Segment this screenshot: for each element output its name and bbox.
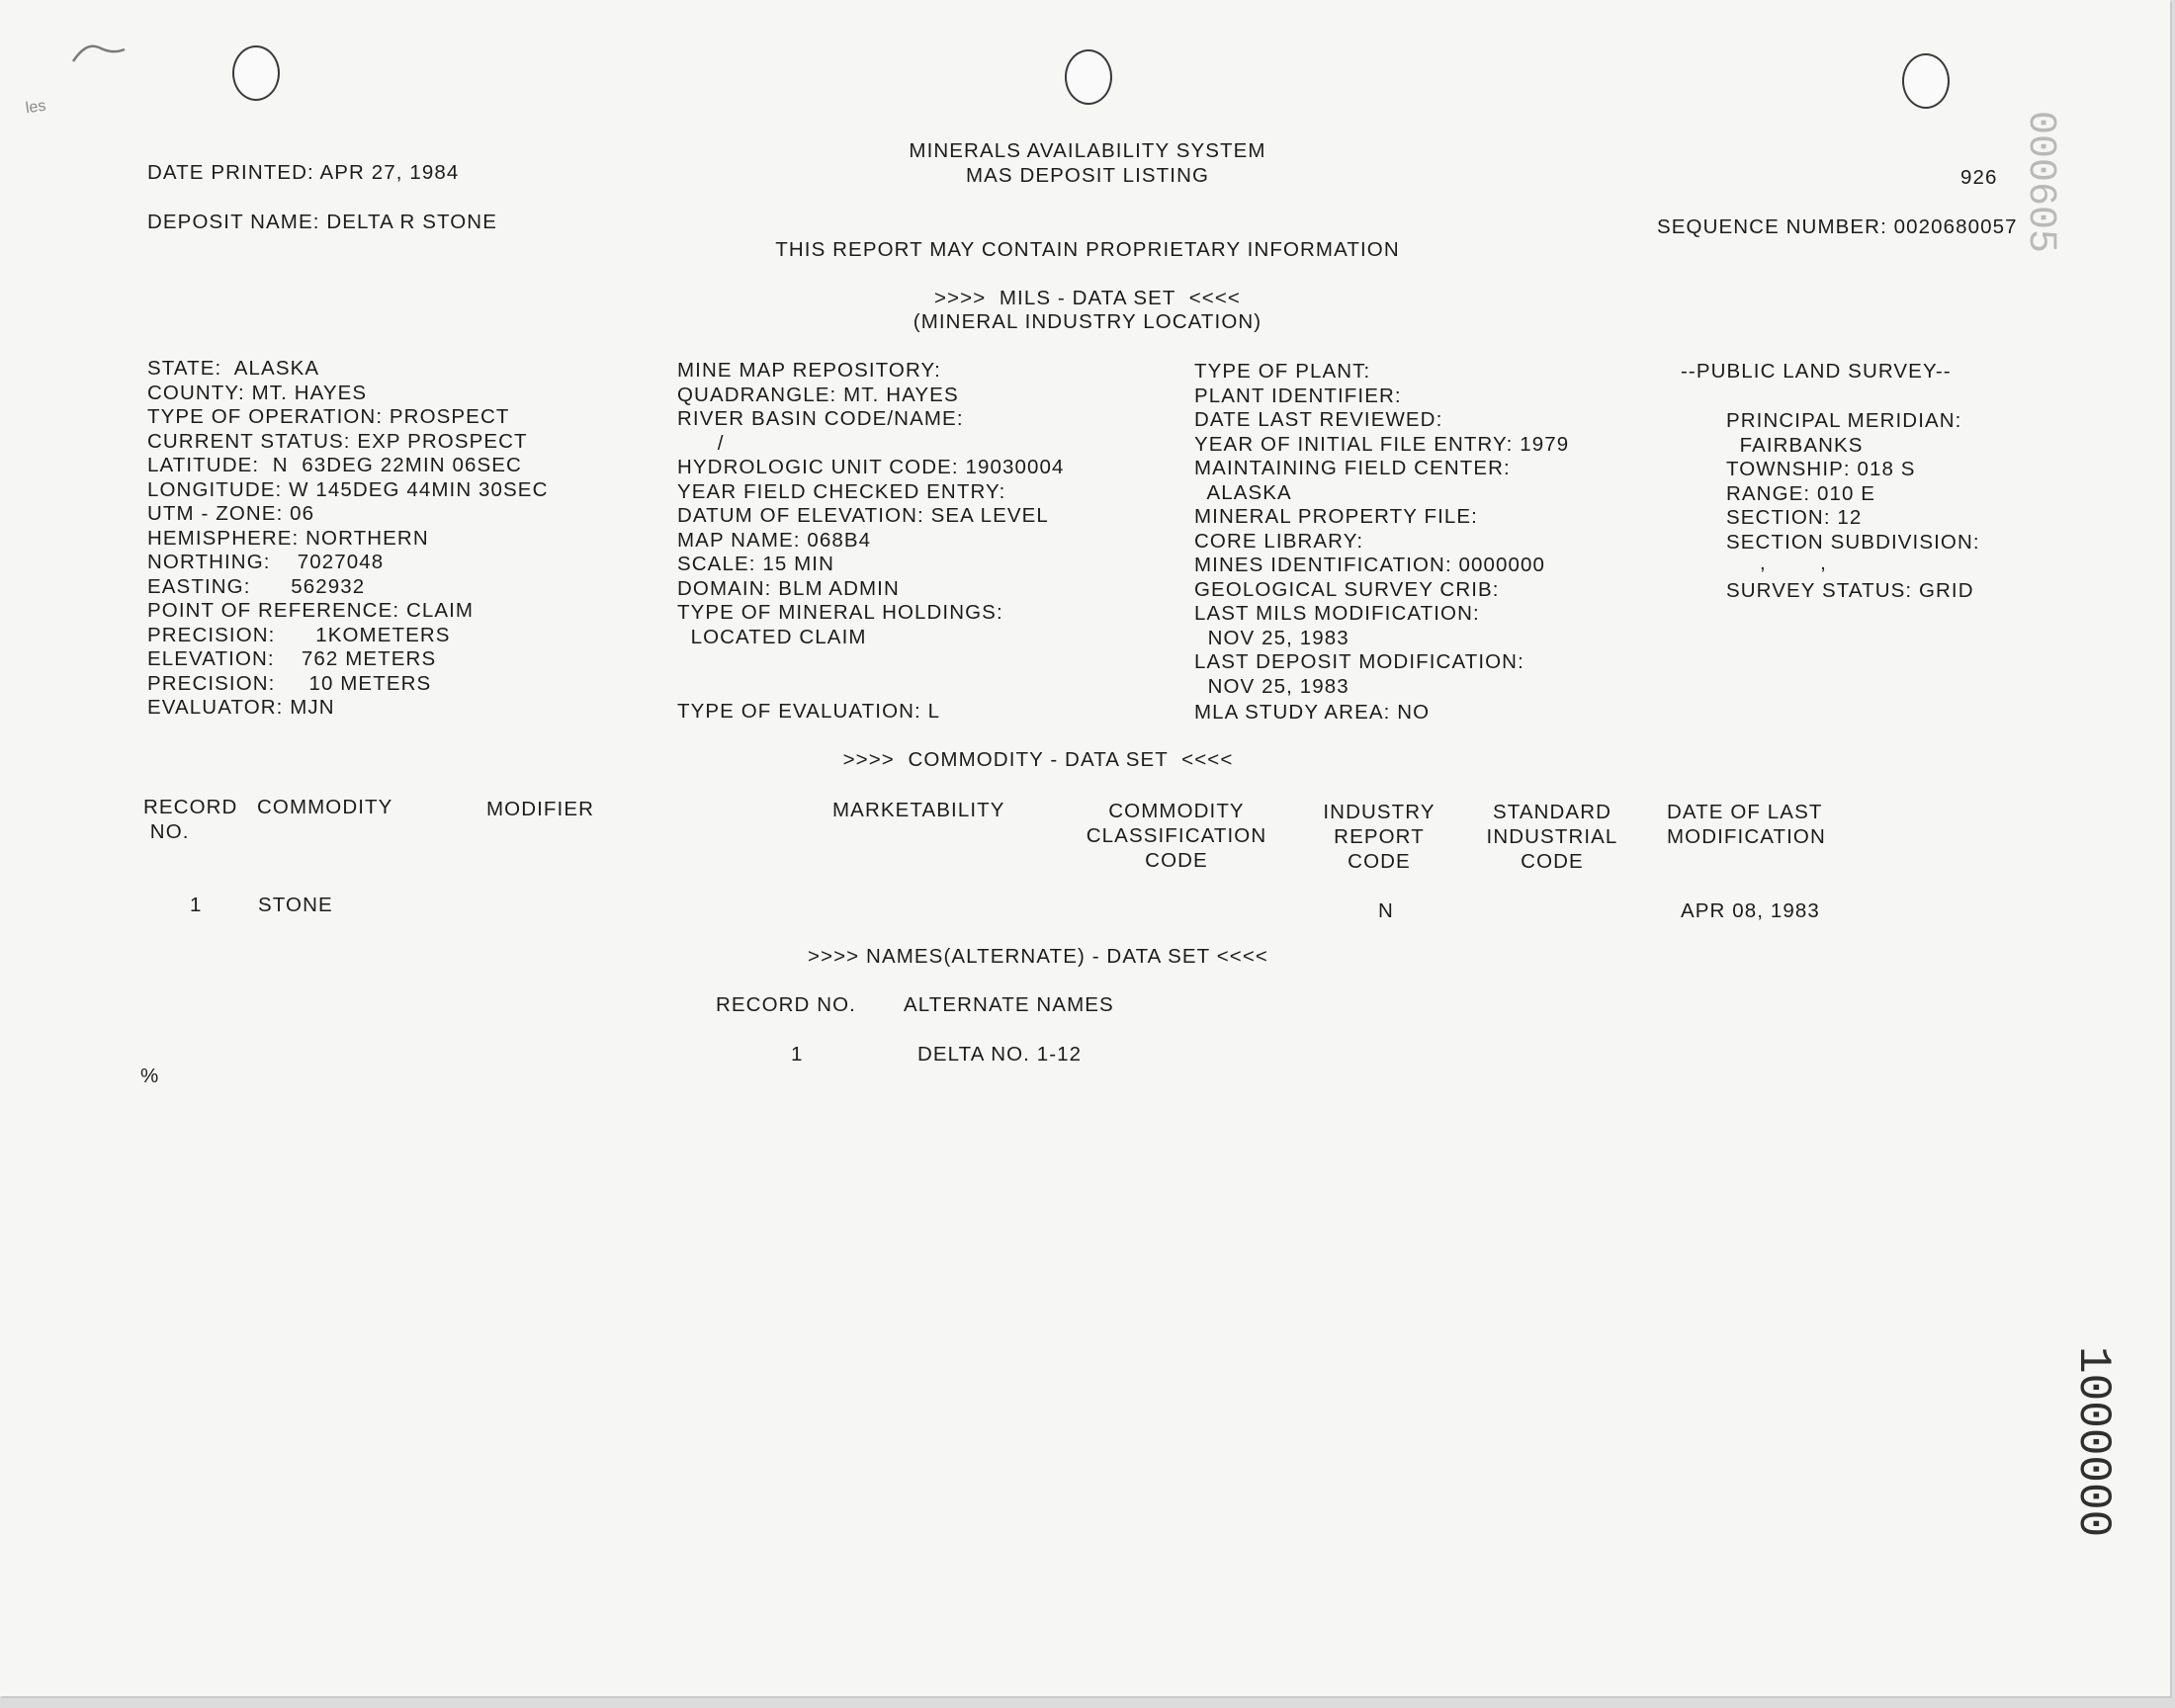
mils-mineral-holdings: TYPE OF MINERAL HOLDINGS:	[677, 601, 1003, 624]
commodity-header-classification: COMMODITY CLASSIFICATION CODE	[1086, 800, 1267, 872]
mils-latitude: LATITUDE: N 63DEG 22MIN 06SEC	[147, 454, 522, 476]
mils-mineral-holdings-value: LOCATED CLAIM	[677, 626, 867, 648]
mils-mineral-property-file: MINERAL PROPERTY FILE:	[1194, 505, 1478, 528]
commodity-header-modifier: MODIFIER	[486, 798, 595, 820]
system-title: MINERALS AVAILABILITY SYSTEM	[909, 139, 1266, 162]
commodity-section-title: >>>> COMMODITY - DATA SET <<<<	[842, 748, 1234, 771]
commodity-header-sic: STANDARD INDUSTRIAL CODE	[1486, 801, 1618, 873]
mils-maintaining-field-center: MAINTAINING FIELD CENTER:	[1194, 457, 1511, 479]
names-row-alternate-name: DELTA NO. 1-12	[917, 1043, 1083, 1066]
mils-current-status: CURRENT STATUS: EXP PROSPECT	[147, 430, 528, 453]
mils-year-initial-entry: YEAR OF INITIAL FILE ENTRY: 1979	[1194, 433, 1570, 456]
commodity-row-record-no: 1	[190, 894, 203, 916]
mils-geological-survey-crib: GEOLOGICAL SURVEY CRIB:	[1194, 578, 1500, 601]
proprietary-notice: THIS REPORT MAY CONTAIN PROPRIETARY INFORMATION	[775, 238, 1400, 261]
mils-northing: NORTHING: 7027048	[147, 551, 385, 573]
mils-section-title: >>>> MILS - DATA SET <<<<	[933, 287, 1241, 309]
mils-state: STATE: ALASKA	[147, 357, 320, 380]
plss-survey-status: SURVEY STATUS: GRID	[1726, 579, 1974, 602]
names-row-record-no: 1	[791, 1043, 804, 1066]
mils-year-field-checked: YEAR FIELD CHECKED ENTRY:	[677, 480, 1006, 503]
commodity-header-record-no: RECORD NO.	[143, 796, 238, 843]
mils-hydrologic-unit: HYDROLOGIC UNIT CODE: 19030004	[677, 456, 1065, 478]
names-header-alternate-names: ALTERNATE NAMES	[904, 993, 1114, 1016]
plss-subdivision-marks: , ,	[1726, 552, 1827, 574]
mils-mine-map-repository: MINE MAP REPOSITORY:	[677, 359, 941, 382]
mils-type-of-plant: TYPE OF PLANT:	[1194, 360, 1371, 383]
mils-county: COUNTY: MT. HAYES	[147, 382, 368, 404]
mils-last-mils-modification-date: NOV 25, 1983	[1194, 627, 1349, 649]
binder-hole-right	[1902, 53, 1950, 109]
mils-domain: DOMAIN: BLM ADMIN	[677, 577, 900, 600]
mils-river-basin: RIVER BASIN CODE/NAME:	[677, 407, 964, 430]
corner-scribble-icon	[69, 40, 129, 74]
mils-type-of-evaluation: TYPE OF EVALUATION: L	[677, 700, 941, 723]
mils-section-subtitle: (MINERAL INDUSTRY LOCATION)	[913, 310, 1262, 333]
binder-hole-center	[1065, 49, 1112, 105]
side-stamp-upper: 000605	[2018, 111, 2062, 254]
mils-elevation: ELEVATION: 762 METERS	[147, 647, 437, 670]
page-number: 926	[1960, 166, 1998, 189]
commodity-header-commodity: COMMODITY	[257, 796, 393, 818]
mils-longitude: LONGITUDE: W 145DEG 44MIN 30SEC	[147, 478, 549, 501]
mils-last-deposit-modification: LAST DEPOSIT MODIFICATION:	[1194, 650, 1524, 673]
mils-precision-elevation: PRECISION: 10 METERS	[147, 672, 432, 695]
date-printed: DATE PRINTED: APR 27, 1984	[147, 161, 460, 184]
mils-operation-type: TYPE OF OPERATION: PROSPECT	[147, 405, 510, 428]
mils-quadrangle: QUADRANGLE: MT. HAYES	[677, 384, 959, 406]
mils-field-center-value: ALASKA	[1194, 481, 1292, 504]
plss-meridian-value: FAIRBANKS	[1726, 434, 1864, 457]
commodity-header-industry-report: INDUSTRY REPORT CODE	[1323, 801, 1436, 873]
mils-mines-identification: MINES IDENTIFICATION: 0000000	[1194, 554, 1546, 576]
listing-title: MAS DEPOSIT LISTING	[965, 164, 1210, 187]
mils-datum-of-elevation: DATUM OF ELEVATION: SEA LEVEL	[677, 504, 1049, 527]
mils-utm-zone: UTM - ZONE: 06	[147, 502, 315, 525]
commodity-row-industry-code: N	[1378, 899, 1394, 922]
names-header-record-no: RECORD NO.	[716, 993, 856, 1016]
mils-precision-location: PRECISION: 1KOMETERS	[147, 624, 451, 646]
side-stamp-lower: 1000000	[2067, 1346, 2119, 1538]
deposit-name: DEPOSIT NAME: DELTA R STONE	[147, 211, 497, 233]
plss-title: --PUBLIC LAND SURVEY--	[1681, 360, 1952, 383]
plss-range: RANGE: 010 E	[1726, 482, 1876, 505]
footer-percent-mark: %	[140, 1065, 160, 1087]
commodity-header-marketability: MARKETABILITY	[832, 799, 1005, 821]
commodity-row-commodity: STONE	[258, 894, 333, 916]
commodity-header-last-mod: DATE OF LAST MODIFICATION	[1667, 801, 1826, 848]
mils-mla-study-area: MLA STUDY AREA: NO	[1194, 701, 1431, 724]
mils-hemisphere: HEMISPHERE: NORTHERN	[147, 527, 429, 550]
sequence-number: SEQUENCE NUMBER: 0020680057	[1657, 215, 2018, 238]
mils-scale: SCALE: 15 MIN	[677, 553, 834, 575]
mils-point-of-reference: POINT OF REFERENCE: CLAIM	[147, 599, 475, 622]
corner-note: les	[24, 97, 47, 118]
mils-last-mils-modification: LAST MILS MODIFICATION:	[1194, 602, 1480, 625]
mils-map-name: MAP NAME: 068B4	[677, 529, 872, 552]
commodity-row-last-mod: APR 08, 1983	[1681, 899, 1820, 922]
mils-easting: EASTING: 562932	[147, 575, 366, 598]
mils-last-deposit-modification-date: NOV 25, 1983	[1194, 675, 1349, 698]
mils-river-basin-value: /	[677, 432, 725, 455]
mils-plant-identifier: PLANT IDENTIFIER:	[1194, 384, 1402, 407]
mils-date-last-reviewed: DATE LAST REVIEWED:	[1194, 408, 1443, 431]
binder-hole-left	[232, 45, 280, 101]
plss-section-subdivision: SECTION SUBDIVISION:	[1726, 531, 1980, 554]
mils-core-library: CORE LIBRARY:	[1194, 530, 1364, 553]
plss-section: SECTION: 12	[1726, 506, 1863, 529]
names-section-title: >>>> NAMES(ALTERNATE) - DATA SET <<<<	[807, 945, 1269, 968]
mils-evaluator: EVALUATOR: MJN	[147, 696, 335, 719]
plss-meridian-label: PRINCIPAL MERIDIAN:	[1726, 409, 1962, 432]
plss-township: TOWNSHIP: 018 S	[1726, 458, 1916, 480]
